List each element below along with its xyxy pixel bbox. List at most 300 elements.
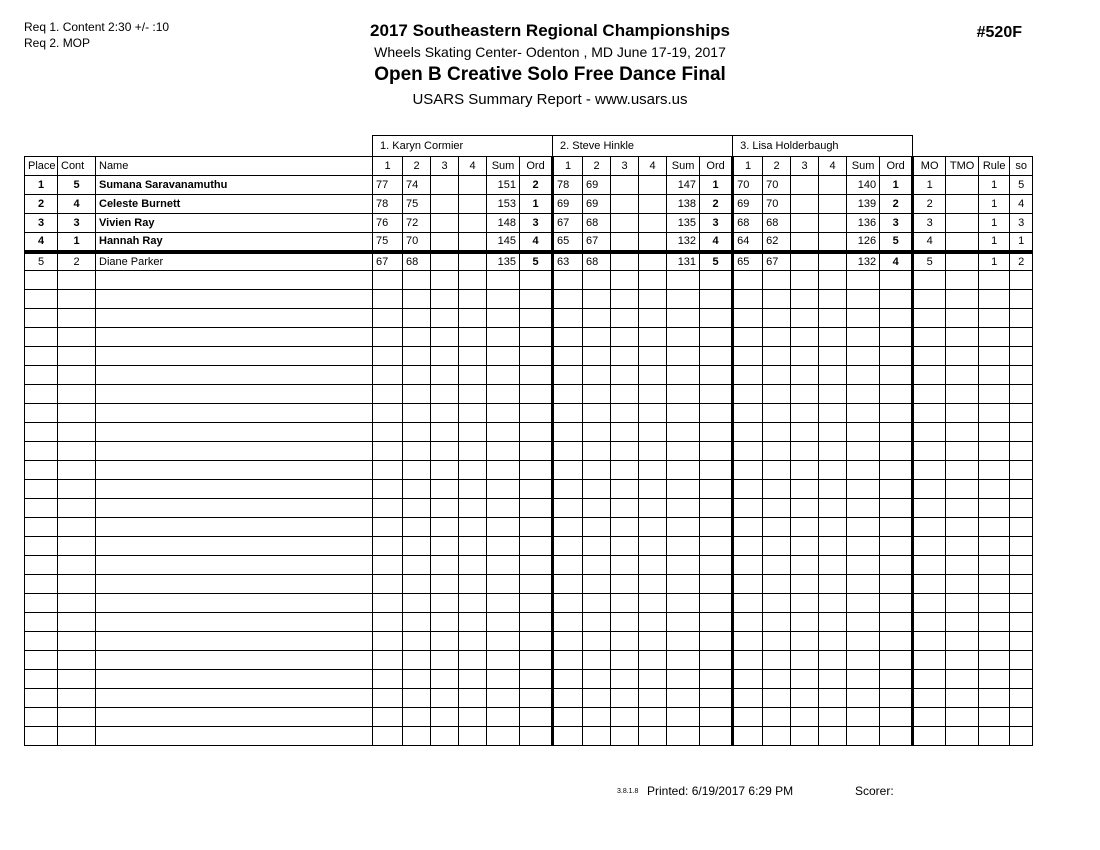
ord-cell: 3 <box>700 214 733 233</box>
result-row <box>25 252 1033 271</box>
empty-row <box>25 670 1033 689</box>
grid-cell <box>880 366 913 385</box>
grid-cell <box>763 442 791 461</box>
grid-cell <box>979 594 1010 613</box>
grid-cell <box>459 689 487 708</box>
grid-cell <box>880 689 913 708</box>
empty-row <box>25 708 1033 727</box>
grid-cell <box>520 613 553 632</box>
grid-cell <box>979 366 1010 385</box>
grid-cell <box>459 271 487 290</box>
grid-cell <box>667 480 700 499</box>
sum-cell: 140 <box>847 176 880 195</box>
grid-cell <box>791 613 819 632</box>
grid-cell <box>487 537 520 556</box>
score-cell <box>459 252 487 271</box>
grid-cell <box>96 423 373 442</box>
grid-cell <box>700 727 733 746</box>
grid-cell <box>373 670 403 689</box>
grid-cell <box>880 537 913 556</box>
place-cell: 4 <box>25 233 58 252</box>
grid-cell <box>520 442 553 461</box>
grid-cell <box>819 727 847 746</box>
grid-cell <box>96 613 373 632</box>
grid-cell <box>520 575 553 594</box>
grid-cell <box>733 537 763 556</box>
grid-cell <box>880 480 913 499</box>
grid-cell <box>733 347 763 366</box>
grid-cell <box>979 575 1010 594</box>
cont-cell: 3 <box>58 214 96 233</box>
grid-cell <box>946 347 979 366</box>
empty-row <box>25 556 1033 575</box>
requirements-block <box>24 19 169 51</box>
score-cell <box>459 214 487 233</box>
grid-cell <box>819 708 847 727</box>
grid-cell <box>639 309 667 328</box>
score-cell <box>791 214 819 233</box>
grid-cell <box>553 328 583 347</box>
col-header-judge2-4: 4 <box>639 157 667 176</box>
grid-cell <box>733 404 763 423</box>
grid-cell <box>583 708 611 727</box>
grid-cell <box>25 309 58 328</box>
score-cell <box>431 176 459 195</box>
grid-cell <box>611 480 639 499</box>
grid-cell <box>403 423 431 442</box>
grid-cell <box>58 727 96 746</box>
grid-cell <box>583 404 611 423</box>
grid-cell <box>373 594 403 613</box>
grid-cell <box>763 670 791 689</box>
grid-cell <box>583 366 611 385</box>
grid-cell <box>25 575 58 594</box>
cont-cell: 4 <box>58 195 96 214</box>
grid-cell <box>520 309 553 328</box>
grid-cell <box>880 271 913 290</box>
mo-cell: 3 <box>913 214 946 233</box>
software-version: 3.8.1.8 <box>617 788 639 795</box>
grid-cell <box>611 556 639 575</box>
grid-cell <box>25 442 58 461</box>
grid-cell <box>700 290 733 309</box>
judge-header-row <box>25 136 1033 157</box>
grid-cell <box>373 290 403 309</box>
event-number: #520F <box>976 24 1022 41</box>
grid-cell <box>459 499 487 518</box>
score-cell: 63 <box>553 252 583 271</box>
grid-cell <box>979 632 1010 651</box>
grid-cell <box>979 423 1010 442</box>
grid-cell <box>431 385 459 404</box>
grid-cell <box>639 632 667 651</box>
score-cell <box>819 233 847 252</box>
score-cell: 78 <box>373 195 403 214</box>
grid-cell <box>847 556 880 575</box>
empty-row <box>25 575 1033 594</box>
score-cell: 69 <box>553 195 583 214</box>
result-row <box>25 176 1033 195</box>
grid-cell <box>847 575 880 594</box>
grid-cell <box>733 290 763 309</box>
ord-cell: 2 <box>880 195 913 214</box>
grid-cell <box>553 613 583 632</box>
grid-cell <box>791 385 819 404</box>
grid-cell <box>431 480 459 499</box>
grid-cell <box>847 727 880 746</box>
grid-cell <box>847 670 880 689</box>
grid-cell <box>96 271 373 290</box>
grid-cell <box>791 461 819 480</box>
grid-cell <box>880 575 913 594</box>
empty-row <box>25 271 1033 290</box>
tmo-cell <box>946 233 979 252</box>
grid-cell <box>733 461 763 480</box>
sum-cell: 135 <box>667 214 700 233</box>
score-cell <box>791 252 819 271</box>
grid-cell <box>847 309 880 328</box>
grid-cell <box>880 499 913 518</box>
grid-cell <box>25 385 58 404</box>
grid-cell <box>979 727 1010 746</box>
grid-cell <box>25 366 58 385</box>
grid-cell <box>913 461 946 480</box>
grid-cell <box>403 575 431 594</box>
place-cell: 2 <box>25 195 58 214</box>
grid-cell <box>1010 689 1033 708</box>
grid-cell <box>667 404 700 423</box>
grid-cell <box>847 404 880 423</box>
grid-cell <box>58 632 96 651</box>
grid-cell <box>819 651 847 670</box>
grid-cell <box>373 651 403 670</box>
grid-cell <box>58 556 96 575</box>
requirement-1: Req 1. Content 2:30 +/- :10 <box>24 20 170 34</box>
grid-cell <box>96 689 373 708</box>
grid-cell <box>1010 499 1033 518</box>
grid-cell <box>403 480 431 499</box>
grid-cell <box>819 575 847 594</box>
grid-cell <box>639 366 667 385</box>
grid-cell <box>700 537 733 556</box>
grid-cell <box>819 556 847 575</box>
grid-cell <box>611 423 639 442</box>
score-cell: 69 <box>583 195 611 214</box>
ord-cell: 3 <box>520 214 553 233</box>
grid-cell <box>880 290 913 309</box>
grid-cell <box>25 727 58 746</box>
tmo-cell <box>946 176 979 195</box>
empty-row <box>25 347 1033 366</box>
grid-cell <box>403 366 431 385</box>
grid-cell <box>913 632 946 651</box>
grid-cell <box>733 518 763 537</box>
grid-cell <box>373 480 403 499</box>
score-cell <box>791 233 819 252</box>
score-cell <box>819 214 847 233</box>
grid-cell <box>639 727 667 746</box>
grid-cell <box>979 651 1010 670</box>
grid-cell <box>553 442 583 461</box>
grid-cell <box>819 309 847 328</box>
grid-cell <box>791 404 819 423</box>
col-header-judge2-sum: Sum <box>667 157 700 176</box>
grid-cell <box>763 499 791 518</box>
grid-cell <box>819 461 847 480</box>
grid-cell <box>459 537 487 556</box>
grid-cell <box>733 385 763 404</box>
grid-cell <box>979 613 1010 632</box>
grid-cell <box>431 556 459 575</box>
grid-cell <box>913 727 946 746</box>
grid-cell <box>667 613 700 632</box>
grid-cell <box>763 632 791 651</box>
grid-cell <box>913 594 946 613</box>
grid-cell <box>583 461 611 480</box>
grid-cell <box>667 290 700 309</box>
rule-cell: 1 <box>979 195 1010 214</box>
grid-cell <box>520 651 553 670</box>
grid-cell <box>667 385 700 404</box>
grid-cell <box>733 499 763 518</box>
ord-cell: 3 <box>880 214 913 233</box>
grid-cell <box>733 480 763 499</box>
empty-row <box>25 290 1033 309</box>
grid-cell <box>946 366 979 385</box>
judge-1-name: 1. Karyn Cormier <box>373 136 553 157</box>
grid-cell <box>1010 480 1033 499</box>
grid-cell <box>1010 632 1033 651</box>
grid-cell <box>913 651 946 670</box>
grid-cell <box>880 727 913 746</box>
grid-cell <box>373 347 403 366</box>
grid-cell <box>913 499 946 518</box>
grid-cell <box>700 575 733 594</box>
so-cell: 5 <box>1010 176 1033 195</box>
so-cell: 3 <box>1010 214 1033 233</box>
grid-cell <box>946 518 979 537</box>
grid-cell <box>880 708 913 727</box>
col-header-judge1-sum: Sum <box>487 157 520 176</box>
grid-cell <box>639 328 667 347</box>
grid-cell <box>403 347 431 366</box>
score-cell: 68 <box>733 214 763 233</box>
grid-cell <box>1010 556 1033 575</box>
grid-cell <box>880 670 913 689</box>
sum-cell: 136 <box>847 214 880 233</box>
grid-cell <box>791 271 819 290</box>
col-header-cont: Cont <box>58 157 96 176</box>
score-cell <box>431 214 459 233</box>
grid-cell <box>58 423 96 442</box>
grid-cell <box>520 670 553 689</box>
grid-cell <box>25 670 58 689</box>
grid-cell <box>700 689 733 708</box>
score-cell <box>611 195 639 214</box>
grid-cell <box>639 689 667 708</box>
grid-cell <box>520 727 553 746</box>
grid-cell <box>700 328 733 347</box>
result-row <box>25 195 1033 214</box>
empty-row <box>25 518 1033 537</box>
grid-cell <box>431 461 459 480</box>
score-cell: 65 <box>553 233 583 252</box>
grid-cell <box>946 708 979 727</box>
grid-cell <box>583 518 611 537</box>
grid-cell <box>611 594 639 613</box>
grid-cell <box>847 328 880 347</box>
grid-cell <box>791 575 819 594</box>
col-header-judge3-3: 3 <box>791 157 819 176</box>
tmo-cell <box>946 252 979 271</box>
grid-cell <box>487 632 520 651</box>
grid-cell <box>58 670 96 689</box>
sum-cell: 145 <box>487 233 520 252</box>
grid-cell <box>667 556 700 575</box>
grid-cell <box>487 708 520 727</box>
grid-cell <box>819 613 847 632</box>
grid-cell <box>487 347 520 366</box>
grid-cell <box>1010 651 1033 670</box>
sum-cell: 138 <box>667 195 700 214</box>
grid-cell <box>58 594 96 613</box>
grid-cell <box>763 385 791 404</box>
grid-cell <box>819 480 847 499</box>
score-cell: 67 <box>373 252 403 271</box>
grid-cell <box>403 556 431 575</box>
grid-cell <box>583 575 611 594</box>
grid-cell <box>1010 708 1033 727</box>
col-header-judge3-ord: Ord <box>880 157 913 176</box>
grid-cell <box>667 461 700 480</box>
grid-cell <box>58 328 96 347</box>
grid-cell <box>913 404 946 423</box>
grid-cell <box>553 480 583 499</box>
grid-cell <box>403 613 431 632</box>
ord-cell: 5 <box>700 252 733 271</box>
grid-cell <box>791 366 819 385</box>
grid-cell <box>733 366 763 385</box>
grid-cell <box>763 404 791 423</box>
grid-cell <box>459 727 487 746</box>
grid-cell <box>58 271 96 290</box>
grid-cell <box>403 385 431 404</box>
name-cell: Diane Parker <box>96 252 373 271</box>
grid-cell <box>583 423 611 442</box>
grid-cell <box>487 613 520 632</box>
grid-cell <box>979 309 1010 328</box>
grid-cell <box>553 518 583 537</box>
grid-cell <box>946 575 979 594</box>
grid-cell <box>553 594 583 613</box>
grid-cell <box>946 537 979 556</box>
grid-cell <box>700 385 733 404</box>
grid-cell <box>847 499 880 518</box>
grid-cell <box>373 271 403 290</box>
empty-row <box>25 537 1033 556</box>
grid-cell <box>403 689 431 708</box>
grid-cell <box>431 651 459 670</box>
grid-cell <box>913 556 946 575</box>
report-header <box>150 21 950 108</box>
grid-cell <box>946 385 979 404</box>
grid-cell <box>487 727 520 746</box>
grid-cell <box>459 366 487 385</box>
grid-cell <box>847 385 880 404</box>
grid-cell <box>25 518 58 537</box>
grid-cell <box>946 613 979 632</box>
grid-cell <box>25 271 58 290</box>
col-header-judge1-4: 4 <box>459 157 487 176</box>
grid-cell <box>667 689 700 708</box>
grid-cell <box>25 461 58 480</box>
grid-cell <box>847 594 880 613</box>
grid-cell <box>520 556 553 575</box>
grid-cell <box>819 271 847 290</box>
grid-cell <box>667 537 700 556</box>
grid-cell <box>403 404 431 423</box>
grid-cell <box>520 404 553 423</box>
grid-cell <box>847 689 880 708</box>
championship-title: 2017 Southeastern Regional Championships <box>370 21 730 40</box>
grid-cell <box>1010 461 1033 480</box>
grid-cell <box>819 594 847 613</box>
score-cell: 75 <box>403 195 431 214</box>
empty-row <box>25 499 1033 518</box>
grid-cell <box>763 651 791 670</box>
score-cell: 65 <box>733 252 763 271</box>
name-cell: Celeste Burnett <box>96 195 373 214</box>
grid-cell <box>763 366 791 385</box>
summary-table <box>24 135 1033 746</box>
grid-cell <box>611 366 639 385</box>
score-cell: 68 <box>583 214 611 233</box>
grid-cell <box>979 480 1010 499</box>
grid-cell <box>25 632 58 651</box>
empty-row <box>25 328 1033 347</box>
grid-cell <box>880 423 913 442</box>
grid-cell <box>819 689 847 708</box>
grid-cell <box>611 404 639 423</box>
grid-cell <box>979 689 1010 708</box>
grid-cell <box>459 328 487 347</box>
grid-cell <box>487 594 520 613</box>
grid-cell <box>913 309 946 328</box>
scorer-label: Scorer: <box>855 784 894 798</box>
grid-cell <box>96 480 373 499</box>
empty-row <box>25 594 1033 613</box>
grid-cell <box>459 632 487 651</box>
grid-cell <box>431 613 459 632</box>
grid-cell <box>1010 423 1033 442</box>
grid-cell <box>431 423 459 442</box>
grid-cell <box>1010 366 1033 385</box>
grid-cell <box>611 689 639 708</box>
grid-cell <box>913 385 946 404</box>
grid-cell <box>913 537 946 556</box>
rule-cell: 1 <box>979 176 1010 195</box>
grid-cell <box>583 480 611 499</box>
grid-cell <box>58 404 96 423</box>
grid-cell <box>373 328 403 347</box>
score-cell: 76 <box>373 214 403 233</box>
grid-cell <box>819 537 847 556</box>
so-cell: 4 <box>1010 195 1033 214</box>
grid-cell <box>946 328 979 347</box>
grid-cell <box>25 347 58 366</box>
grid-cell <box>58 575 96 594</box>
grid-cell <box>667 518 700 537</box>
